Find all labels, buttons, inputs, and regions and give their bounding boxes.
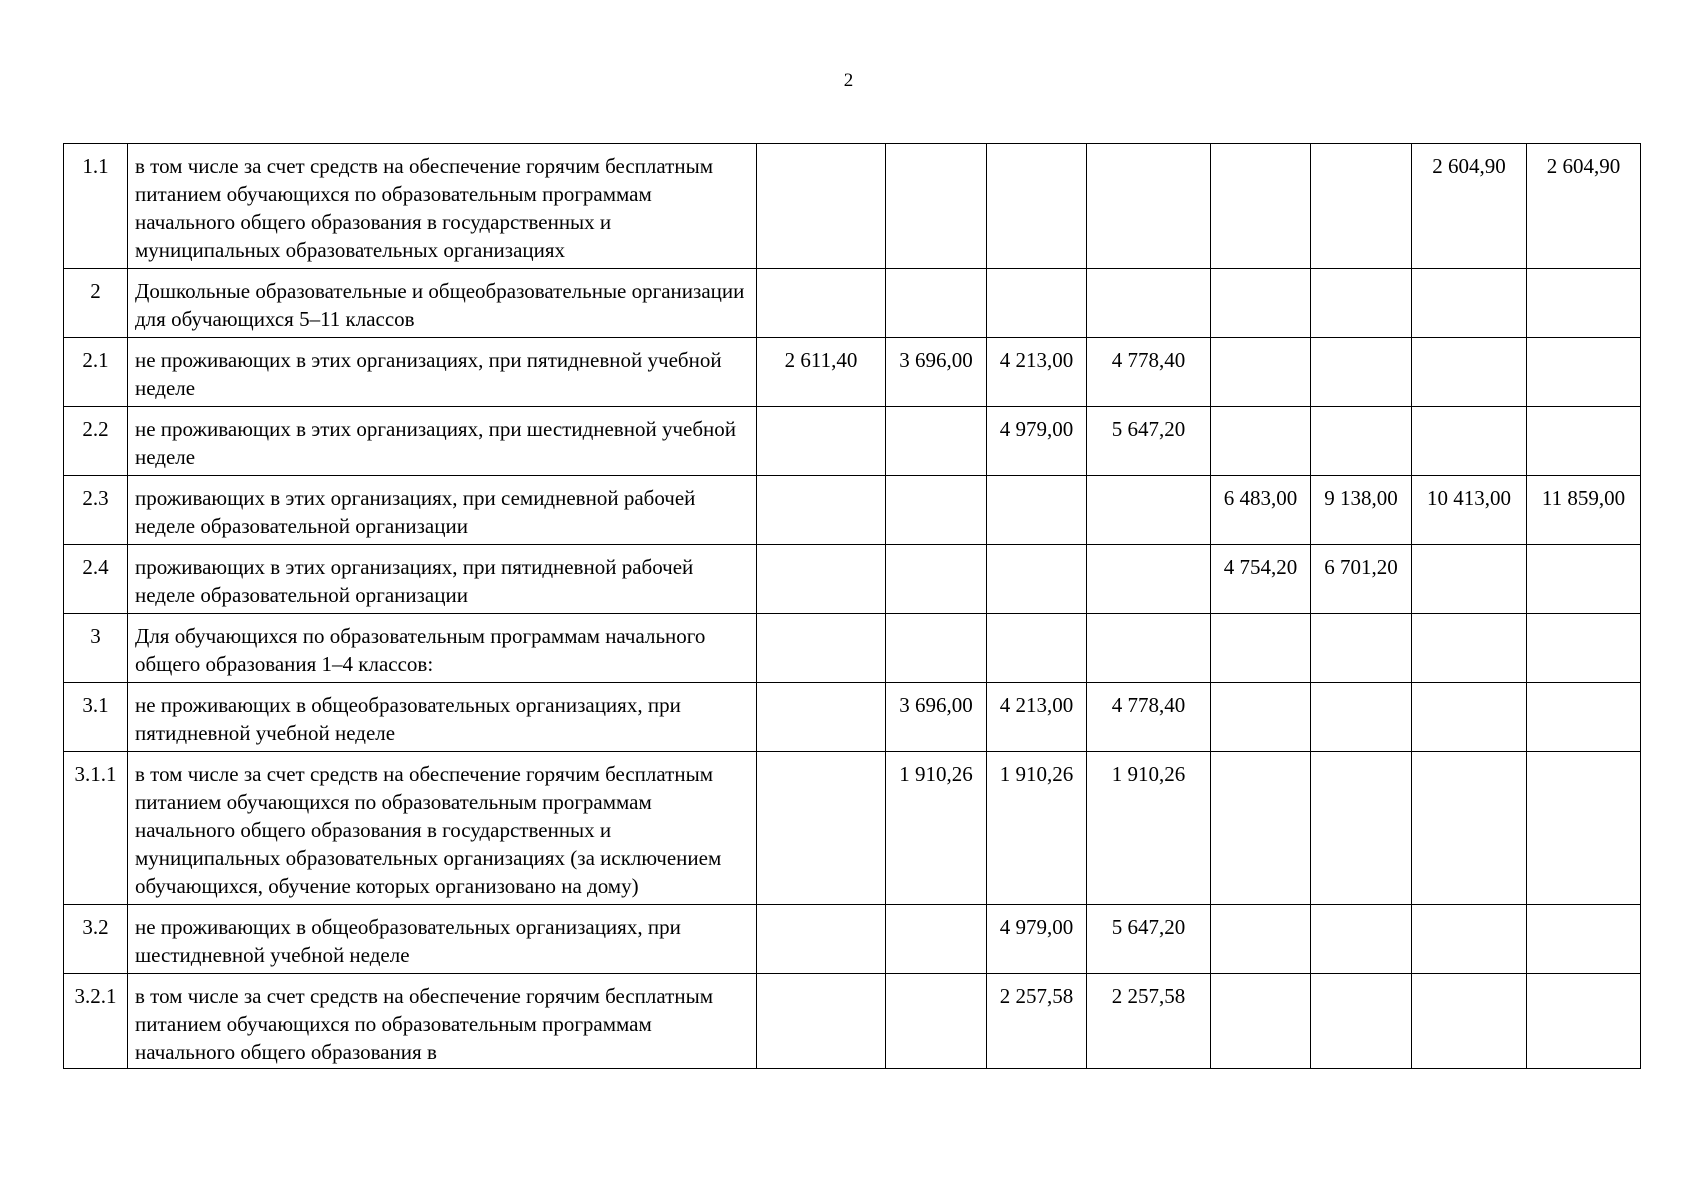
value-cell: 5 647,20	[1087, 407, 1211, 476]
value-cell	[1527, 545, 1641, 614]
table-row	[64, 974, 1641, 1069]
value-cell	[1211, 683, 1311, 752]
value-cell	[1527, 974, 1641, 1069]
value-cell	[1087, 144, 1211, 269]
value-cell	[1211, 974, 1311, 1069]
value-cell: 1 910,26	[886, 752, 987, 905]
table-row	[64, 476, 1641, 545]
row-number-cell: 2.1	[64, 338, 128, 407]
value-cell	[1527, 683, 1641, 752]
row-description-cell: Для обучающихся по образовательным программам начального общего образования 1–4 классов:	[128, 614, 757, 683]
row-description-cell: Дошкольные образовательные и общеобразовательные организации для обучающихся 5–11 классов	[128, 269, 757, 338]
value-cell: 9 138,00	[1311, 476, 1412, 545]
row-description-cell: в том числе за счет средств на обеспечение горячим бесплатным питанием обучающихся по образовательным программам начального общего образования в государственных и муниципальных образовательных организациях	[128, 144, 757, 269]
value-cell	[1412, 683, 1527, 752]
value-cell	[1412, 905, 1527, 974]
value-cell	[987, 144, 1087, 269]
value-cell	[1087, 614, 1211, 683]
value-cell: 4 778,40	[1087, 683, 1211, 752]
value-cell	[886, 614, 987, 683]
value-cell	[1311, 752, 1412, 905]
table-row	[64, 269, 1641, 338]
value-cell: 2 604,90	[1412, 144, 1527, 269]
value-cell	[886, 144, 987, 269]
value-cell: 11 859,00	[1527, 476, 1641, 545]
value-cell	[1087, 545, 1211, 614]
value-cell	[1527, 614, 1641, 683]
row-description-cell: не проживающих в этих организациях, при пятидневной учебной неделе	[128, 338, 757, 407]
value-cell	[1311, 683, 1412, 752]
row-number-cell: 2.4	[64, 545, 128, 614]
row-number-cell: 3.2.1	[64, 974, 128, 1069]
value-cell	[1527, 338, 1641, 407]
value-cell: 2 604,90	[1527, 144, 1641, 269]
value-cell	[757, 476, 886, 545]
table-row	[64, 752, 1641, 905]
table-row	[64, 545, 1641, 614]
value-cell	[1412, 338, 1527, 407]
value-cell	[757, 407, 886, 476]
value-cell: 2 257,58	[1087, 974, 1211, 1069]
value-cell	[757, 683, 886, 752]
fees-table-body	[64, 144, 1641, 1069]
value-cell: 2 257,58	[987, 974, 1087, 1069]
value-cell: 5 647,20	[1087, 905, 1211, 974]
value-cell	[1527, 752, 1641, 905]
value-cell	[987, 269, 1087, 338]
value-cell: 6 483,00	[1211, 476, 1311, 545]
value-cell: 10 413,00	[1412, 476, 1527, 545]
value-cell	[757, 545, 886, 614]
value-cell	[886, 269, 987, 338]
value-cell	[757, 905, 886, 974]
value-cell	[757, 269, 886, 338]
page-number: 2	[843, 70, 854, 91]
value-cell	[1211, 269, 1311, 338]
fees-table	[63, 143, 1641, 1069]
value-cell	[1412, 269, 1527, 338]
row-number-cell: 3.1.1	[64, 752, 128, 905]
value-cell	[757, 974, 886, 1069]
value-cell	[886, 476, 987, 545]
value-cell	[1412, 614, 1527, 683]
value-cell	[757, 144, 886, 269]
value-cell	[1412, 545, 1527, 614]
value-cell: 3 696,00	[886, 683, 987, 752]
value-cell	[1211, 338, 1311, 407]
value-cell: 4 213,00	[987, 683, 1087, 752]
row-description-cell: проживающих в этих организациях, при пятидневной рабочей неделе образовательной организации	[128, 545, 757, 614]
value-cell	[1311, 407, 1412, 476]
value-cell	[1527, 269, 1641, 338]
table-row	[64, 407, 1641, 476]
value-cell: 4 213,00	[987, 338, 1087, 407]
value-cell: 1 910,26	[1087, 752, 1211, 905]
value-cell	[1311, 614, 1412, 683]
value-cell	[886, 905, 987, 974]
row-number-cell: 2.3	[64, 476, 128, 545]
value-cell	[1311, 974, 1412, 1069]
value-cell	[886, 407, 987, 476]
value-cell: 4 778,40	[1087, 338, 1211, 407]
row-description-cell: не проживающих в этих организациях, при шестидневной учебной неделе	[128, 407, 757, 476]
row-description-cell: в том числе за счет средств на обеспечение горячим бесплатным питанием обучающихся по образовательным программам начального общего образования в государственных и муниципальных образовательных организациях (за исключением обучающихся, обучение которых организовано на дому)	[128, 752, 757, 905]
row-description-cell: не проживающих в общеобразовательных организациях, при пятидневной учебной неделе	[128, 683, 757, 752]
value-cell	[1087, 269, 1211, 338]
value-cell	[886, 545, 987, 614]
table-row	[64, 905, 1641, 974]
value-cell	[987, 614, 1087, 683]
value-cell	[757, 614, 886, 683]
value-cell	[1311, 905, 1412, 974]
value-cell	[757, 752, 886, 905]
row-number-cell: 3.1	[64, 683, 128, 752]
value-cell	[1527, 905, 1641, 974]
table-row	[64, 614, 1641, 683]
table-row	[64, 338, 1641, 407]
row-number-cell: 2.2	[64, 407, 128, 476]
value-cell	[886, 974, 987, 1069]
table-row	[64, 683, 1641, 752]
value-cell	[1311, 144, 1412, 269]
row-number-cell: 3.2	[64, 905, 128, 974]
value-cell: 4 754,20	[1211, 545, 1311, 614]
value-cell	[1311, 269, 1412, 338]
row-description-cell: в том числе за счет средств на обеспечение горячим бесплатным питанием обучающихся по образовательным программам начального общего образования в	[128, 974, 757, 1069]
value-cell: 3 696,00	[886, 338, 987, 407]
row-description-cell: проживающих в этих организациях, при семидневной рабочей неделе образовательной организации	[128, 476, 757, 545]
value-cell: 4 979,00	[987, 407, 1087, 476]
value-cell	[1311, 338, 1412, 407]
row-number-cell: 2	[64, 269, 128, 338]
value-cell	[1412, 407, 1527, 476]
value-cell	[1087, 476, 1211, 545]
row-description-cell: не проживающих в общеобразовательных организациях, при шестидневной учебной неделе	[128, 905, 757, 974]
value-cell	[1211, 614, 1311, 683]
value-cell: 4 979,00	[987, 905, 1087, 974]
value-cell	[1211, 905, 1311, 974]
value-cell	[987, 545, 1087, 614]
value-cell	[1412, 974, 1527, 1069]
value-cell	[1211, 144, 1311, 269]
table-row	[64, 144, 1641, 269]
value-cell: 2 611,40	[757, 338, 886, 407]
value-cell: 1 910,26	[987, 752, 1087, 905]
value-cell	[1412, 752, 1527, 905]
row-number-cell: 3	[64, 614, 128, 683]
value-cell	[1211, 407, 1311, 476]
value-cell: 6 701,20	[1311, 545, 1412, 614]
value-cell	[1527, 407, 1641, 476]
value-cell	[1211, 752, 1311, 905]
value-cell	[987, 476, 1087, 545]
row-number-cell: 1.1	[64, 144, 128, 269]
